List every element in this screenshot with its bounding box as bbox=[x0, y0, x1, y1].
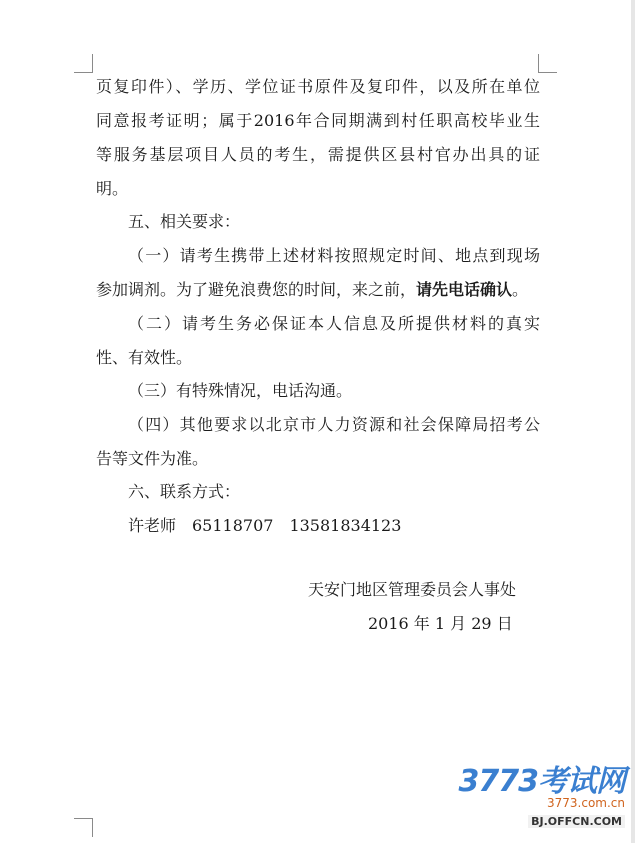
body-line bbox=[96, 278, 540, 302]
watermark-title: 3773考试网 bbox=[458, 764, 625, 799]
margin-corner-top-right bbox=[538, 54, 557, 73]
watermark-logo bbox=[459, 756, 626, 829]
margin-corner-top-left bbox=[74, 54, 93, 73]
body-line: 明。 bbox=[96, 179, 129, 198]
body-line: 告等文件为准。 bbox=[96, 449, 209, 468]
body-line: （三）有特殊情况，电话沟通。 bbox=[128, 381, 353, 400]
watermark-url: 3773.com.cn bbox=[547, 796, 625, 810]
body-line: 等服务基层项目人员的考生，需提供区县村官办出具的证 bbox=[96, 145, 540, 164]
margin-corner-bottom-left bbox=[74, 818, 93, 837]
emphasis-text: 请先电话确认 bbox=[416, 280, 513, 299]
body-line: （四）其他要求以北京市人力资源和社会保障局招考公 bbox=[128, 415, 540, 434]
body-line: （一）请考生携带上述材料按照规定时间、地点到现场 bbox=[128, 246, 540, 265]
body-text: 。 bbox=[512, 280, 529, 299]
contact-line: 许老师 65118707 13581834123 bbox=[128, 516, 402, 535]
issuer-name: 天安门地区管理委员会人事处 bbox=[308, 580, 517, 599]
body-text: 参加调剂。为了避免浪费您的时间，来之前， bbox=[96, 280, 417, 299]
body-line: 性、有效性。 bbox=[96, 348, 193, 367]
body-line: （二）请考生务必保证本人信息及所提供材料的真实 bbox=[128, 314, 540, 333]
body-line: 页复印件）、学历、学位证书原件及复印件，以及所在单位 bbox=[96, 77, 540, 96]
body-line: 同意报考证明；属于2016年合同期满到村任职高校毕业生 bbox=[96, 111, 540, 130]
section-heading: 六、联系方式： bbox=[128, 482, 241, 501]
page-edge bbox=[631, 0, 635, 843]
watermark-subtitle: BJ.OFFCN.COM bbox=[528, 815, 625, 828]
section-heading: 五、相关要求： bbox=[128, 212, 241, 231]
issue-date: 2016 年 1 月 29 日 bbox=[368, 614, 513, 633]
